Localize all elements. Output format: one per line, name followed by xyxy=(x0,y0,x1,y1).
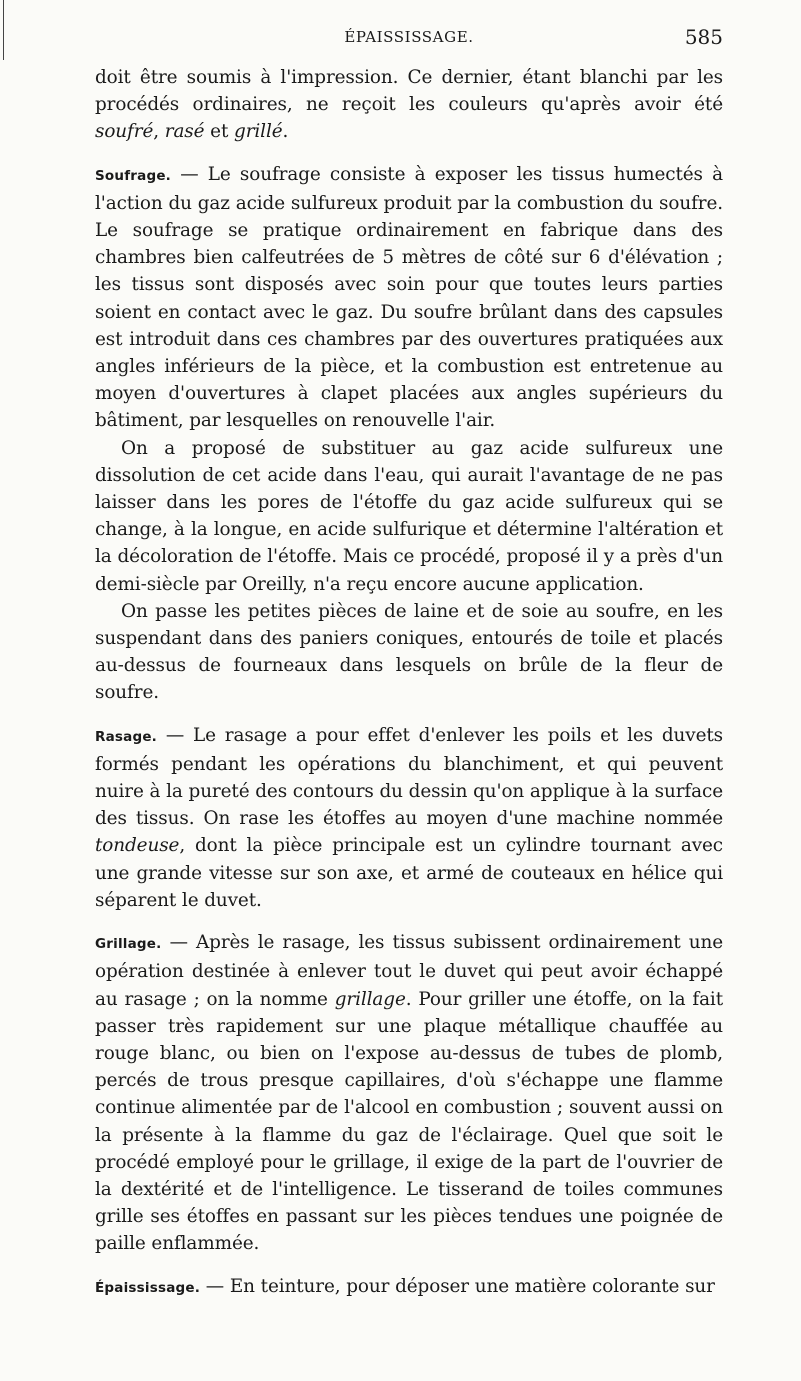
paragraph-text: doit être soumis à l'impression. Ce dernier, étant blanchi par les procédés ordinaires, ne reçoit les couleurs qu'après avoir été xyxy=(95,67,723,116)
page-header xyxy=(95,25,723,56)
paragraph-dissolution xyxy=(95,435,723,598)
page-number: 585 xyxy=(684,25,723,49)
paragraph-intro xyxy=(95,64,723,146)
paragraph-text: — Le soufrage consiste à exposer les tissus humectés à l'action du gaz acide sulfureux produit par la combustion du soufre. Le soufrage se pratique ordinairement en fabrique dans des chambres bien calfeutrées de 5 mètres de côté sur 6 d'élévation ; les tissus sont disposés avec soin pour que toutes leurs parties soient en contact avec le gaz. Du soufre brûlant dans des capsules est introduit dans ces chambres par des ouvertures pratiquées aux angles inférieurs de la pièce, et la combustion est entretenue au moyen d'ouvertures à clapet placées aux angles supérieurs du bâtiment, par lesquelles on renouvelle l'air. xyxy=(95,163,723,432)
paragraph-text: — Le rasage a pour effet d'enlever les poils et les duvets formés pendant les opérations du blanchiment, et qui peuvent nuire à la pureté des contours du dessin qu'on applique à la surface des tissus. On rase les étoffes au moyen d'une machine nommée xyxy=(95,724,723,830)
italic-term: soufré xyxy=(95,121,154,143)
paragraph-text: On passe les petites pièces de laine et de soie au soufre, en les suspendant dans des paniers coniques, entourés de toile et placés au-dessus de fourneaux dans lesquels on brûle de la fleur de soufre. xyxy=(95,600,723,704)
section-term: Rasage. xyxy=(95,728,157,745)
paragraph-text: — Après le rasage, les tissus subissent ordinairement une opération destinée à enlever tout le duvet qui peut avoir échappé au rasage ; on la nomme xyxy=(95,932,723,1010)
section-term: Épaississage. xyxy=(95,1279,201,1296)
section-epaississage xyxy=(95,1273,723,1302)
italic-term: rasé xyxy=(164,121,205,143)
section-term: Soufrage. xyxy=(95,167,171,184)
running-title: ÉPAISSISSAGE. xyxy=(344,28,474,46)
book-page xyxy=(95,25,724,1302)
italic-term: tondeuse xyxy=(95,835,180,857)
paragraph-text: et xyxy=(204,121,235,143)
section-term: Grillage. xyxy=(95,936,162,953)
paragraph-text: — En teinture, pour déposer une matière colorante sur xyxy=(200,1275,715,1297)
italic-term: grillage xyxy=(334,988,406,1010)
paragraph-text: , xyxy=(153,121,165,143)
italic-term: grillé xyxy=(234,121,283,143)
paragraph-text: , dont la pièce principale est un cylindre tournant avec une grande vitesse sur son axe, et armé de couteaux en hélice qui séparent le duvet. xyxy=(95,835,723,911)
paragraph-text: . Pour griller une étoffe, on la fait passer très rapidement sur une plaque métallique chauffée au rouge blanc, ou bien on l'expose au-dessus de tubes de plomb, percés de trous presque capillaires, d'où s'échappe une flamme continue alimentée par de l'alcool en combustion ; souvent aussi on la présente à la flamme du gaz de l'éclairage. Quel que soit le procédé employé pour le grillage, il exige de la part de l'ouvrier de la dextérité et de l'intelligence. Le tisserand de toiles communes grille ses étoffes en passant sur les pièces tendues une poignée de paille enflammée. xyxy=(95,988,724,1255)
section-rasage xyxy=(95,722,723,914)
section-soufrage xyxy=(95,161,723,435)
section-grillage xyxy=(95,929,723,1257)
paragraph-text: . xyxy=(282,121,289,143)
paragraph-petites-pieces xyxy=(95,598,723,707)
paragraph-text: On a proposé de substituer au gaz acide sulfureux une dissolution de cet acide dans l'eau, qui aurait l'avantage de ne pas laisser dans les pores de l'étoffe du gaz acide sulfureux qui se change, à la longue, en acide sulfurique et détermine l'altération et la décoloration de l'étoffe. Mais ce procédé, proposé il y a près d'un demi-siècle par Oreilly, n'a reçu encore aucune application. xyxy=(95,437,723,595)
page-edge-line xyxy=(3,0,4,60)
